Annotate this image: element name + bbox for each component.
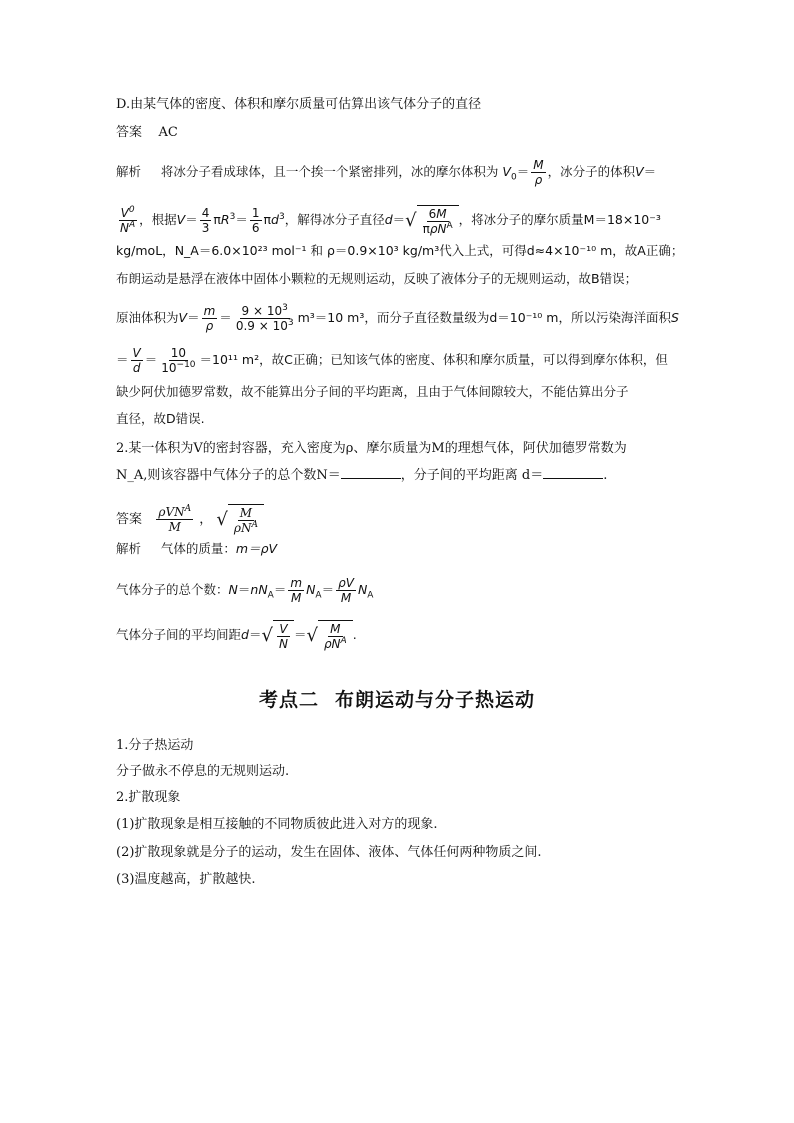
analysis-line-1: 解析 将冰分子看成球体，且一个挨一个紧密排列，冰的摩尔体积为 $V_0=$ $\frac{M}{\rho}$ ，冰分子的体积V＝ <box>116 158 657 187</box>
section-item-2: 2.扩散现象 <box>116 790 181 805</box>
analysis-2-line-2: 气体分子的总个数：$N=nN_A=$ $\frac{m}{M}$ $N_A=$ $\frac{\rho V}{M}$ $N_A$ <box>116 576 374 605</box>
section-text-3: (2)扩散现象就是分子的运动，发生在固体、液体、气体任何两种物质之间. <box>116 845 542 860</box>
blank-d <box>543 466 603 479</box>
answer-2: 答案 $\frac{\rho VN^A}{M}$ ， √ $\frac{M}{\rho N^A}$ <box>116 504 264 535</box>
option-d: D.由某气体的密度、体积和摩尔质量可估算出该气体分子的直径 <box>116 97 482 112</box>
analysis-2-line-3: 气体分子间的平均间距d＝ √ $\frac{V}{N}$ ＝ √ $\frac{M}{\rho N^A}$ . <box>116 622 357 651</box>
section-text-2: (1)扩散现象是相互接触的不同物质彼此进入对方的现象. <box>116 817 438 832</box>
answer-label: 答案 <box>116 125 143 140</box>
blank-n <box>341 466 401 479</box>
section-title: 考点二 布朗运动与分子热运动 <box>258 689 536 711</box>
question-2-line-2: N_A,则该容器中气体分子的总个数N＝ ，分子间的平均距离 d＝ . <box>116 468 608 483</box>
answer-1 <box>116 124 178 142</box>
analysis-line-8: 直径，故D错误. <box>116 411 205 426</box>
analysis-line-2: $\frac{V^0}{N^A}$ ，根据V＝ $\frac{4}{3}$ $\pi R^3=$ $\frac{1}{6}$ $\pi d^3$，解得冰分子直径d＝ √ $\frac{6M}{\pi\rho N^A}$ ，将冰分子的摩尔质量M＝18×10⁻³ <box>120 205 661 236</box>
analysis-line-3: kg/moL，N_A＝6.0×10²³ mol⁻¹ 和 ρ＝0.9×10³ kg/m³代入上式，可得d≈4×10⁻¹⁰ m，故A正确； <box>116 243 684 258</box>
analysis-2-line-1: 解析 气体的质量：m＝ρV <box>116 541 278 556</box>
analysis-line-6: ＝ $\frac{V}{d}$ ＝ $\frac{10}{10^{-10}}$ ＝10¹¹ m²，故C正确；已知该气体的密度、体积和摩尔质量，可以得到摩尔体积，但 <box>116 346 668 375</box>
analysis-line-7: 缺少阿伏加德罗常数，故不能算出分子间的平均距离，且由于气体间隙较大，不能估算出分子 <box>116 384 629 399</box>
analysis-line-4: 布朗运动是悬浮在液体中固体小颗粒的无规则运动，反映了液体分子的无规则运动，故B错误； <box>116 271 638 286</box>
analysis-line-5: 原油体积为V＝ $\frac{m}{\rho}$ ＝ $\frac{9 \times 10^3}{0.9 \times 10^3}$ m³＝10 m³，而分子直径数量级为d＝10⁻¹⁰ m，所以污染海洋面积S <box>116 303 679 333</box>
answer-value: AC <box>158 125 178 140</box>
section-item-1: 1.分子热运动 <box>116 738 194 753</box>
question-2-line-1: 2.某一体积为V的密封容器，充入密度为ρ、摩尔质量为M的理想气体，阿伏加德罗常数为 <box>116 441 627 456</box>
section-text-4: (3)温度越高，扩散越快. <box>116 872 256 887</box>
section-text-1: 分子做永不停息的无规则运动. <box>116 764 290 779</box>
